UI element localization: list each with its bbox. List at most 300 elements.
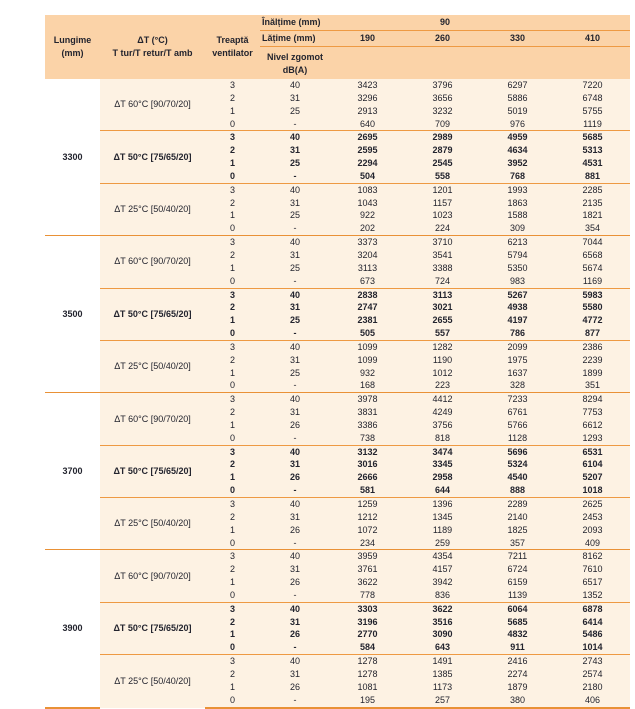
output-value-cell: 1278 [330, 655, 405, 668]
dt-label-cell: ΔT 25°C [50/40/20] [100, 655, 205, 708]
output-value-cell: 1293 [555, 432, 630, 445]
fan-step-cell: 1 [205, 681, 260, 694]
fan-step-cell: 0 [205, 118, 260, 131]
output-value-cell: 922 [330, 209, 405, 222]
output-value-cell: 2416 [480, 655, 555, 668]
output-value-cell: 2274 [480, 668, 555, 681]
dt-label-cell: ΔT 50°C [75/65/20] [100, 288, 205, 340]
output-value-cell: 1083 [330, 183, 405, 196]
fan-step-cell: 3 [205, 236, 260, 249]
data-row [45, 445, 630, 458]
output-value-cell: 2625 [555, 498, 630, 511]
fan-step-cell: 2 [205, 616, 260, 629]
output-value-cell: 1491 [405, 655, 480, 668]
output-value-cell: 4540 [480, 471, 555, 484]
fan-step-cell: 0 [205, 275, 260, 288]
fan-step-cell: 2 [205, 197, 260, 210]
output-value-cell: 1637 [480, 367, 555, 380]
output-value-cell: 3959 [330, 550, 405, 563]
output-value-cell: 328 [480, 379, 555, 392]
output-value-cell: 2695 [330, 131, 405, 144]
col-header-lungime-line2: (mm) [61, 48, 84, 58]
output-value-cell: 3622 [405, 602, 480, 615]
fan-step-cell: 2 [205, 354, 260, 367]
output-value-cell: 2989 [405, 131, 480, 144]
fan-step-cell: 1 [205, 419, 260, 432]
output-value-cell: 7610 [555, 563, 630, 576]
output-value-cell: 380 [480, 694, 555, 708]
noise-level-cell: 26 [260, 419, 330, 432]
output-value-cell: 3423 [330, 79, 405, 92]
output-value-cell: 5794 [480, 249, 555, 262]
output-value-cell: 2135 [555, 197, 630, 210]
fan-step-cell: 1 [205, 262, 260, 275]
fan-step-cell: 2 [205, 406, 260, 419]
output-value-cell: 3021 [405, 301, 480, 314]
noise-level-cell: 26 [260, 576, 330, 589]
output-value-cell: 2743 [555, 655, 630, 668]
output-value-cell: 1018 [555, 484, 630, 497]
output-value-cell: 4832 [480, 628, 555, 641]
noise-level-cell: 31 [260, 616, 330, 629]
output-value-cell: 3756 [405, 419, 480, 432]
output-value-cell: 8294 [555, 393, 630, 406]
fan-step-cell: 0 [205, 222, 260, 235]
output-value-cell: 1879 [480, 681, 555, 694]
output-value-cell: 818 [405, 432, 480, 445]
noise-level-cell: 25 [260, 262, 330, 275]
fan-step-cell: 2 [205, 563, 260, 576]
fan-step-cell: 2 [205, 92, 260, 105]
output-value-cell: 3386 [330, 419, 405, 432]
output-value-cell: 1119 [555, 118, 630, 131]
output-value-cell: 6064 [480, 602, 555, 615]
fan-step-cell: 0 [205, 537, 260, 550]
noise-level-cell: 26 [260, 628, 330, 641]
output-value-cell: 5267 [480, 288, 555, 301]
output-value-cell: 4157 [405, 563, 480, 576]
output-value-cell: 6724 [480, 563, 555, 576]
output-value-cell: 643 [405, 641, 480, 654]
dt-label-cell: ΔT 50°C [75/65/20] [100, 131, 205, 183]
dt-label-cell: ΔT 25°C [50/40/20] [100, 340, 205, 392]
output-value-cell: 504 [330, 170, 405, 183]
output-value-cell: 3373 [330, 236, 405, 249]
output-data-table [45, 15, 630, 709]
output-value-cell: 1345 [405, 511, 480, 524]
fan-step-cell: 3 [205, 602, 260, 615]
output-value-cell: 983 [480, 275, 555, 288]
output-value-cell: 409 [555, 537, 630, 550]
output-value-cell: 5886 [480, 92, 555, 105]
output-value-cell: 354 [555, 222, 630, 235]
output-value-cell: 581 [330, 484, 405, 497]
fan-step-cell: 0 [205, 694, 260, 708]
output-value-cell: 2093 [555, 524, 630, 537]
noise-level-cell: - [260, 275, 330, 288]
col-header-lungime [45, 15, 100, 79]
height-label: Înălțime (mm) [262, 17, 321, 27]
output-value-cell: 6104 [555, 458, 630, 471]
noise-level-cell: - [260, 118, 330, 131]
noise-level-cell: 40 [260, 550, 330, 563]
output-value-cell: 7044 [555, 236, 630, 249]
header-row-height [45, 15, 630, 31]
output-value-cell: 4412 [405, 393, 480, 406]
length-cell: 3500 [45, 236, 100, 393]
noise-level-cell: 31 [260, 511, 330, 524]
output-value-cell: 888 [480, 484, 555, 497]
fan-step-cell: 1 [205, 157, 260, 170]
output-value-cell: 3296 [330, 92, 405, 105]
output-value-cell: 1975 [480, 354, 555, 367]
col-header-zgomot-line1: Nivel zgomot [266, 52, 323, 62]
noise-level-cell: - [260, 484, 330, 497]
fan-step-cell: 3 [205, 498, 260, 511]
col-header-zgomot-line2: dB(A) [282, 65, 308, 75]
output-value-cell: 3204 [330, 249, 405, 262]
output-value-cell: 406 [555, 694, 630, 708]
output-value-cell: 6612 [555, 419, 630, 432]
col-header-treapta-line1: Treaptă [216, 35, 249, 45]
data-row [45, 550, 630, 563]
output-value-cell: 836 [405, 589, 480, 602]
fan-step-cell: 1 [205, 576, 260, 589]
fan-step-cell: 0 [205, 589, 260, 602]
fan-step-cell: 0 [205, 170, 260, 183]
output-value-cell: 786 [480, 327, 555, 340]
output-value-cell: 5983 [555, 288, 630, 301]
output-value-cell: 202 [330, 222, 405, 235]
fan-step-cell: 3 [205, 340, 260, 353]
noise-level-cell: - [260, 641, 330, 654]
output-value-cell: 2453 [555, 511, 630, 524]
col-header-dt [100, 15, 205, 79]
output-value-cell: 357 [480, 537, 555, 550]
dt-label-cell: ΔT 60°C [90/70/20] [100, 236, 205, 288]
data-row [45, 340, 630, 353]
output-value-cell: 673 [330, 275, 405, 288]
output-value-cell: 1821 [555, 209, 630, 222]
data-row [45, 602, 630, 615]
data-row [45, 655, 630, 668]
fan-step-cell: 0 [205, 432, 260, 445]
output-value-cell: 309 [480, 222, 555, 235]
output-value-cell: 724 [405, 275, 480, 288]
fan-step-cell: 3 [205, 183, 260, 196]
output-value-cell: 1396 [405, 498, 480, 511]
output-value-cell: 7753 [555, 406, 630, 419]
header-spacer [330, 47, 630, 80]
output-value-cell: 6517 [555, 576, 630, 589]
output-value-cell: 644 [405, 484, 480, 497]
output-value-cell: 7220 [555, 79, 630, 92]
output-value-cell: 881 [555, 170, 630, 183]
output-value-cell: 2747 [330, 301, 405, 314]
output-value-cell: 2239 [555, 354, 630, 367]
output-value-cell: 4634 [480, 144, 555, 157]
output-value-cell: 7211 [480, 550, 555, 563]
output-value-cell: 2655 [405, 314, 480, 327]
output-value-cell: 2381 [330, 314, 405, 327]
fan-step-cell: 2 [205, 249, 260, 262]
output-value-cell: 1825 [480, 524, 555, 537]
height-value: 90 [440, 17, 451, 27]
output-value-cell: 3710 [405, 236, 480, 249]
col-header-zgomot [260, 47, 330, 80]
output-value-cell: 5685 [480, 616, 555, 629]
output-value-cell: 259 [405, 537, 480, 550]
fan-step-cell: 3 [205, 79, 260, 92]
output-value-cell: 4531 [555, 157, 630, 170]
col-header-treapta [205, 15, 260, 79]
output-value-cell: 2285 [555, 183, 630, 196]
output-value-cell: 3232 [405, 105, 480, 118]
output-value-cell: 2838 [330, 288, 405, 301]
noise-level-cell: 25 [260, 157, 330, 170]
output-value-cell: 911 [480, 641, 555, 654]
output-value-cell: 738 [330, 432, 405, 445]
output-value-cell: 1173 [405, 681, 480, 694]
fan-step-cell: 3 [205, 288, 260, 301]
output-value-cell: 2770 [330, 628, 405, 641]
output-value-cell: 1588 [480, 209, 555, 222]
output-value-cell: 3303 [330, 602, 405, 615]
dt-label-cell: ΔT 50°C [75/65/20] [100, 445, 205, 497]
fan-step-cell: 2 [205, 458, 260, 471]
output-value-cell: 5766 [480, 419, 555, 432]
output-value-cell: 768 [480, 170, 555, 183]
table-header [45, 15, 630, 79]
dt-label-cell: ΔT 60°C [90/70/20] [100, 393, 205, 445]
dt-label-cell: ΔT 25°C [50/40/20] [100, 498, 205, 550]
noise-level-cell: - [260, 379, 330, 392]
output-value-cell: 3796 [405, 79, 480, 92]
output-value-cell: 5019 [480, 105, 555, 118]
output-value-cell: 5313 [555, 144, 630, 157]
noise-level-cell: 40 [260, 288, 330, 301]
output-value-cell: 4938 [480, 301, 555, 314]
output-value-cell: 2180 [555, 681, 630, 694]
fan-step-cell: 3 [205, 131, 260, 144]
noise-level-cell: 31 [260, 458, 330, 471]
col-header-dt-line2: T tur/T retur/T amb [112, 48, 193, 58]
output-value-cell: 3831 [330, 406, 405, 419]
output-value-cell: 4354 [405, 550, 480, 563]
output-value-cell: 1043 [330, 197, 405, 210]
noise-level-cell: 40 [260, 79, 330, 92]
output-value-cell: 3541 [405, 249, 480, 262]
output-value-cell: 2958 [405, 471, 480, 484]
noise-level-cell: 26 [260, 681, 330, 694]
output-value-cell: 3516 [405, 616, 480, 629]
output-value-cell: 1157 [405, 197, 480, 210]
output-value-cell: 6531 [555, 445, 630, 458]
noise-level-cell: 31 [260, 249, 330, 262]
noise-level-cell: 25 [260, 367, 330, 380]
dt-label-cell: ΔT 60°C [90/70/20] [100, 79, 205, 131]
output-value-cell: 2386 [555, 340, 630, 353]
noise-level-cell: 40 [260, 602, 330, 615]
noise-level-cell: - [260, 694, 330, 708]
noise-level-cell: - [260, 432, 330, 445]
width-value-330: 330 [480, 31, 555, 47]
output-value-cell: 195 [330, 694, 405, 708]
output-value-cell: 168 [330, 379, 405, 392]
output-value-cell: 778 [330, 589, 405, 602]
noise-level-cell: 40 [260, 655, 330, 668]
output-value-cell: 505 [330, 327, 405, 340]
data-row [45, 288, 630, 301]
output-value-cell: 5755 [555, 105, 630, 118]
output-value-cell: 3113 [405, 288, 480, 301]
col-header-dt-line1: ΔT (°C) [137, 35, 168, 45]
fan-step-cell: 0 [205, 379, 260, 392]
output-value-cell: 1139 [480, 589, 555, 602]
output-value-cell: 223 [405, 379, 480, 392]
output-value-cell: 877 [555, 327, 630, 340]
noise-level-cell: 40 [260, 498, 330, 511]
output-value-cell: 6761 [480, 406, 555, 419]
output-value-cell: 2099 [480, 340, 555, 353]
fan-step-cell: 1 [205, 209, 260, 222]
fan-step-cell: 1 [205, 367, 260, 380]
table-body [45, 79, 630, 708]
noise-level-cell: 40 [260, 236, 330, 249]
data-row [45, 183, 630, 196]
output-value-cell: 6878 [555, 602, 630, 615]
noise-level-cell: 25 [260, 105, 330, 118]
output-value-cell: 7233 [480, 393, 555, 406]
fan-step-cell: 3 [205, 550, 260, 563]
output-value-cell: 2545 [405, 157, 480, 170]
output-value-cell: 3113 [330, 262, 405, 275]
noise-level-cell: 26 [260, 471, 330, 484]
noise-level-cell: 31 [260, 197, 330, 210]
col-header-treapta-line2: ventilator [212, 48, 253, 58]
length-cell: 3900 [45, 550, 100, 708]
output-value-cell: 1190 [405, 354, 480, 367]
output-value-cell: 640 [330, 118, 405, 131]
output-value-cell: 558 [405, 170, 480, 183]
fan-step-cell: 3 [205, 393, 260, 406]
noise-level-cell: 40 [260, 183, 330, 196]
output-value-cell: 1212 [330, 511, 405, 524]
output-value-cell: 5350 [480, 262, 555, 275]
length-cell: 3300 [45, 79, 100, 236]
noise-level-cell: 40 [260, 131, 330, 144]
output-value-cell: 3952 [480, 157, 555, 170]
output-value-cell: 3622 [330, 576, 405, 589]
output-value-cell: 3388 [405, 262, 480, 275]
output-value-cell: 3016 [330, 458, 405, 471]
width-value-190: 190 [330, 31, 405, 47]
output-value-cell: 1899 [555, 367, 630, 380]
fan-step-cell: 0 [205, 641, 260, 654]
output-value-cell: 3474 [405, 445, 480, 458]
output-value-cell: 5486 [555, 628, 630, 641]
output-value-cell: 6297 [480, 79, 555, 92]
output-value-cell: 4249 [405, 406, 480, 419]
output-value-cell: 3345 [405, 458, 480, 471]
col-header-lungime-line1: Lungime [53, 35, 92, 45]
output-value-cell: 5207 [555, 471, 630, 484]
noise-level-cell: 31 [260, 668, 330, 681]
output-value-cell: 6748 [555, 92, 630, 105]
output-value-cell: 224 [405, 222, 480, 235]
output-value-cell: 6159 [480, 576, 555, 589]
fan-step-cell: 0 [205, 484, 260, 497]
output-value-cell: 4959 [480, 131, 555, 144]
output-value-cell: 5685 [555, 131, 630, 144]
output-value-cell: 1128 [480, 432, 555, 445]
noise-level-cell: - [260, 327, 330, 340]
output-value-cell: 5674 [555, 262, 630, 275]
data-row [45, 498, 630, 511]
output-value-cell: 1081 [330, 681, 405, 694]
noise-level-cell: 40 [260, 445, 330, 458]
output-value-cell: 2879 [405, 144, 480, 157]
output-value-cell: 2595 [330, 144, 405, 157]
noise-level-cell: - [260, 589, 330, 602]
output-value-cell: 4197 [480, 314, 555, 327]
output-value-cell: 1863 [480, 197, 555, 210]
output-value-cell: 5696 [480, 445, 555, 458]
length-cell: 3700 [45, 393, 100, 550]
output-value-cell: 6568 [555, 249, 630, 262]
output-value-cell: 1189 [405, 524, 480, 537]
noise-level-cell: - [260, 170, 330, 183]
data-row [45, 79, 630, 92]
output-value-cell: 1012 [405, 367, 480, 380]
output-value-cell: 8162 [555, 550, 630, 563]
output-value-cell: 3196 [330, 616, 405, 629]
output-value-cell: 4772 [555, 314, 630, 327]
fan-step-cell: 1 [205, 628, 260, 641]
noise-level-cell: 31 [260, 406, 330, 419]
noise-level-cell: 26 [260, 524, 330, 537]
output-value-cell: 2140 [480, 511, 555, 524]
output-value-cell: 976 [480, 118, 555, 131]
output-value-cell: 1993 [480, 183, 555, 196]
fan-step-cell: 2 [205, 301, 260, 314]
dt-label-cell: ΔT 60°C [90/70/20] [100, 550, 205, 602]
output-value-cell: 2294 [330, 157, 405, 170]
fan-step-cell: 1 [205, 471, 260, 484]
data-row [45, 393, 630, 406]
noise-level-cell: 40 [260, 340, 330, 353]
output-value-cell: 584 [330, 641, 405, 654]
noise-level-cell: 25 [260, 209, 330, 222]
fan-step-cell: 3 [205, 445, 260, 458]
fan-step-cell: 1 [205, 524, 260, 537]
noise-level-cell: - [260, 222, 330, 235]
output-value-cell: 1014 [555, 641, 630, 654]
output-value-cell: 1282 [405, 340, 480, 353]
output-value-cell: 557 [405, 327, 480, 340]
output-value-cell: 5580 [555, 301, 630, 314]
output-value-cell: 1169 [555, 275, 630, 288]
output-value-cell: 5324 [480, 458, 555, 471]
noise-level-cell: 31 [260, 144, 330, 157]
noise-level-cell: 31 [260, 354, 330, 367]
output-value-cell: 257 [405, 694, 480, 708]
noise-level-cell: - [260, 537, 330, 550]
output-value-cell: 1099 [330, 354, 405, 367]
output-value-cell: 2913 [330, 105, 405, 118]
output-value-cell: 234 [330, 537, 405, 550]
fan-step-cell: 2 [205, 511, 260, 524]
